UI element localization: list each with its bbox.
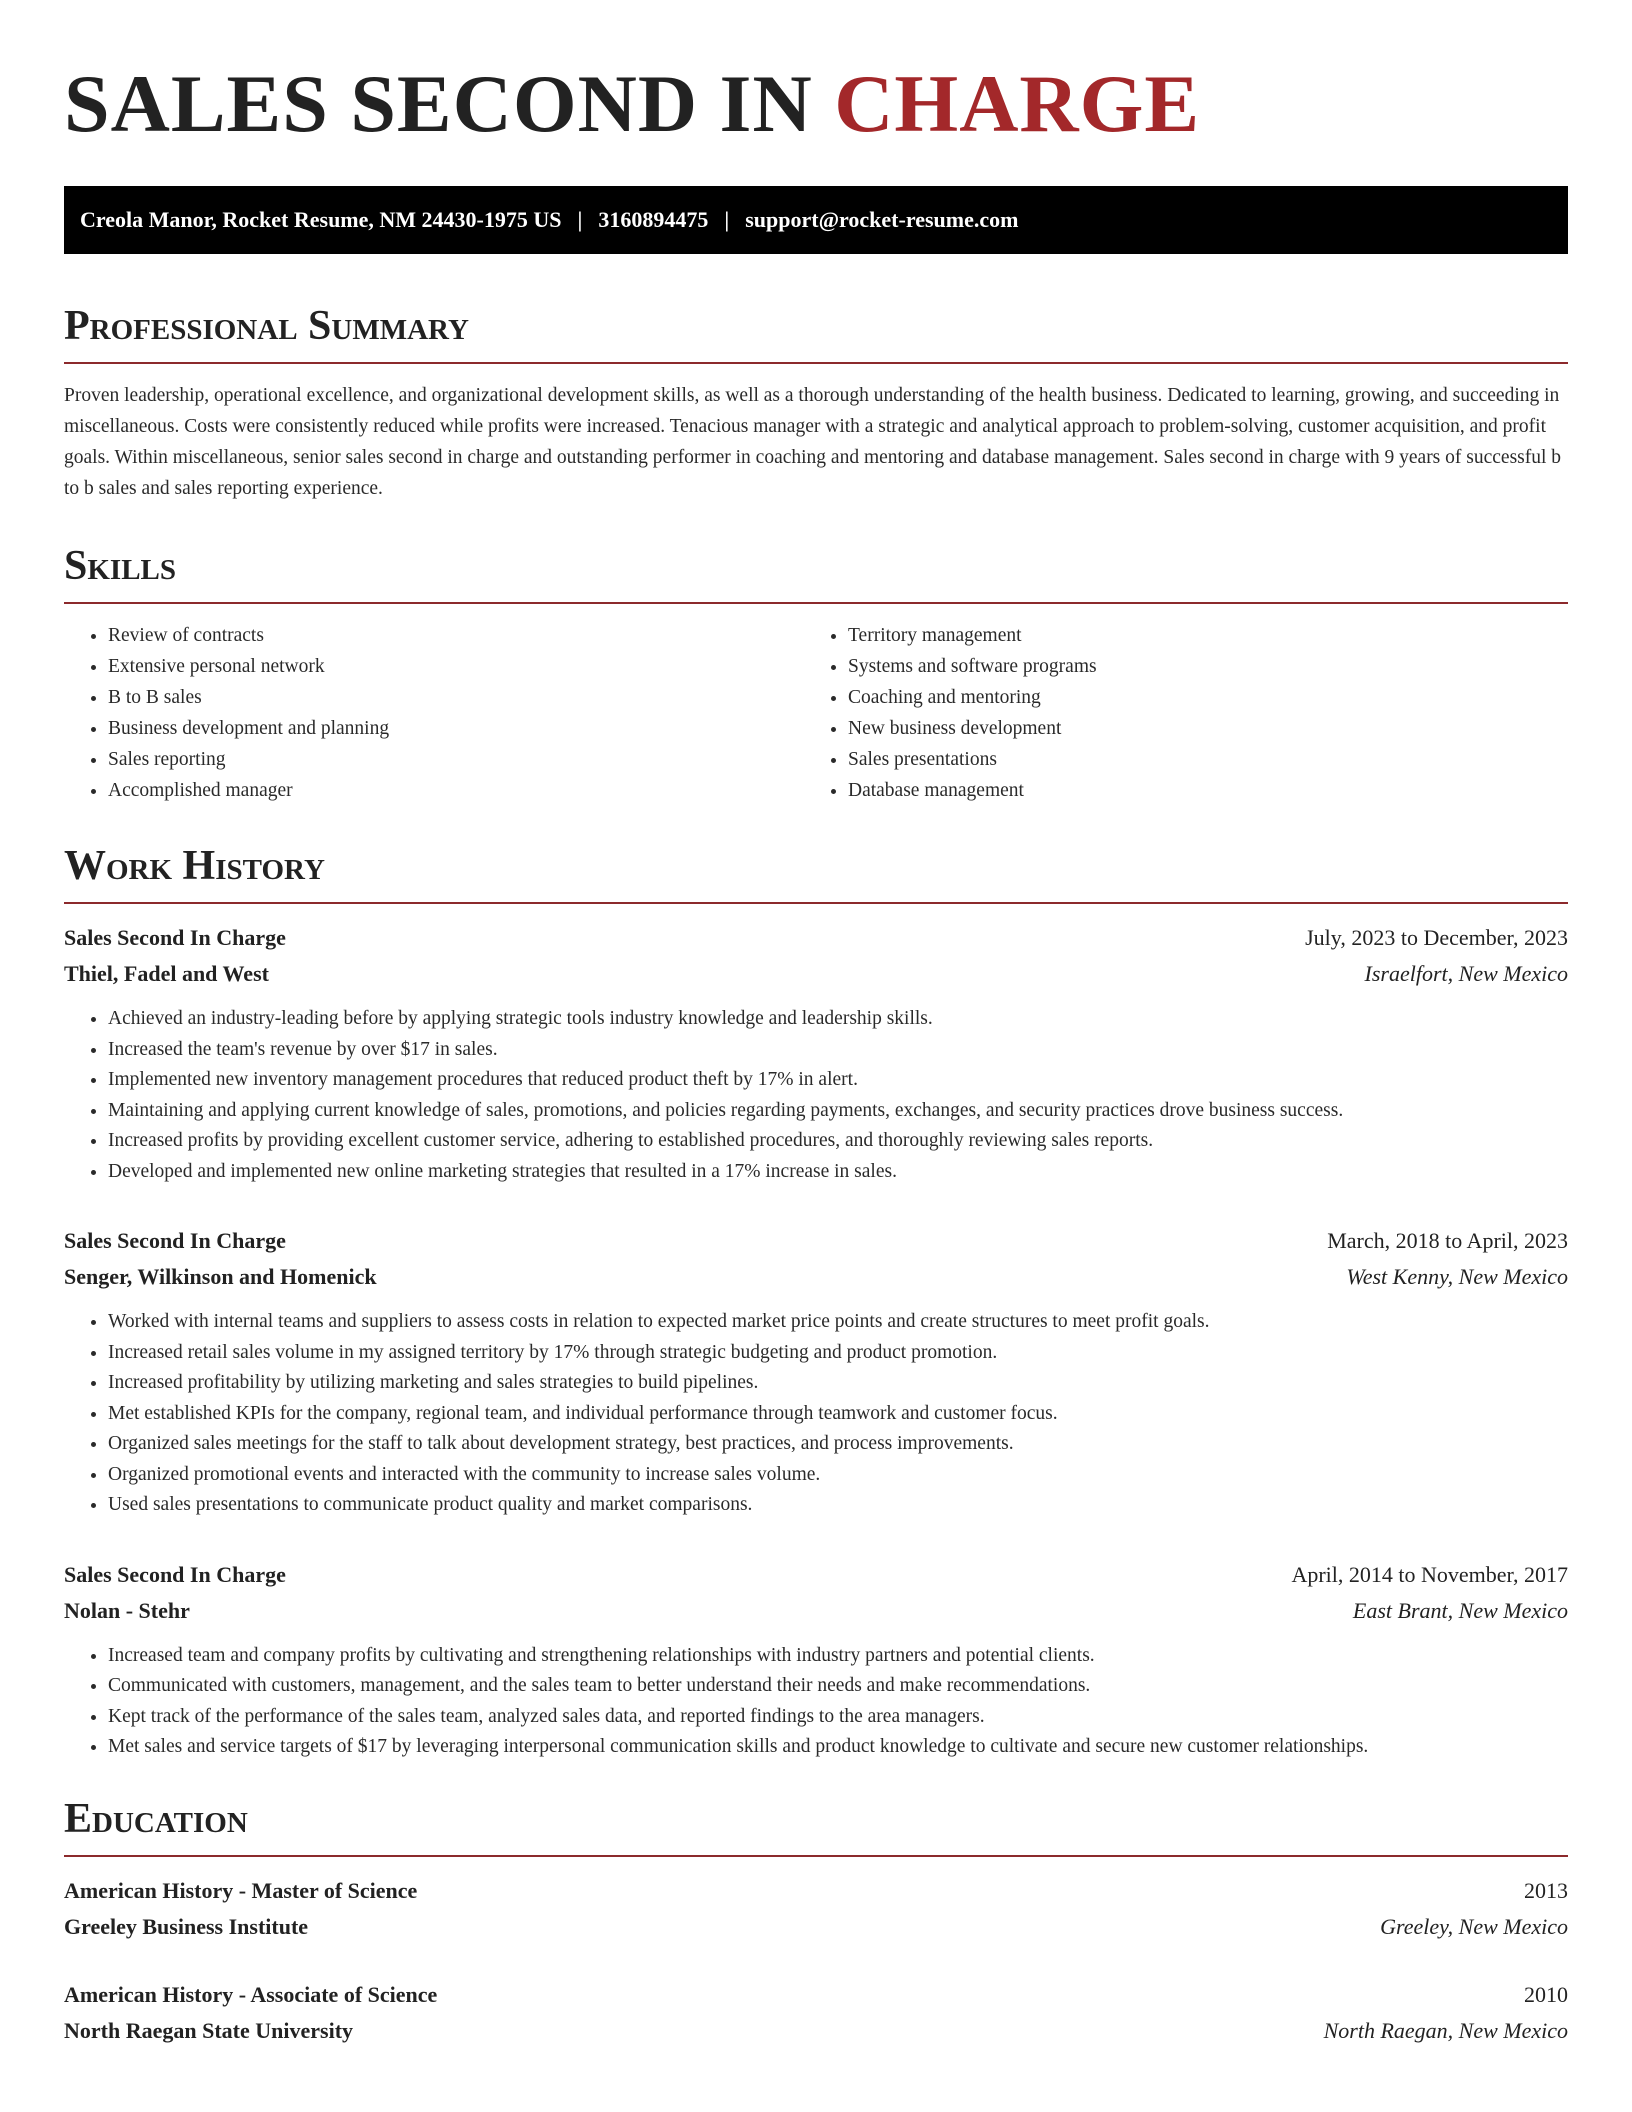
skills-list: [64, 620, 1568, 806]
education-school: Greeley Business Institute: [64, 1913, 309, 1939]
job-dates: April, 2014 to November, 2017: [1291, 1561, 1568, 1587]
skill-item: • Sales presentations: [848, 744, 1544, 775]
job-entry: [64, 1557, 1568, 1763]
job-dates: July, 2023 to December, 2023: [1305, 925, 1568, 950]
skill-item: • B to B sales: [108, 682, 804, 713]
job-bullet: • Communicated with customers, management, and the sales team to better understand their needs and make recommendations.: [108, 1671, 1568, 1702]
job-bullet: • Increased profits by providing excellent customer service, adhering to established procedures, and thoroughly reviewing sales reports.: [108, 1126, 1568, 1157]
skill-item: • Territory management: [848, 620, 1544, 651]
contact-address: Creola Manor, Rocket Resume, NM 24430-1975 US: [80, 207, 562, 232]
skills-column-right: [804, 620, 1544, 806]
education-school: North Raegan State University: [64, 2017, 354, 2043]
education-degree: American History - Master of Science: [64, 1877, 418, 1903]
page-title: [64, 56, 1568, 152]
job-location: Israelfort, New Mexico: [1364, 961, 1568, 986]
contact-bar: [64, 186, 1568, 254]
job-entry: [64, 920, 1568, 1187]
job-bullet: • Increased retail sales volume in my assigned territory by 17% through strategic budgeting and product promotion.: [108, 1338, 1568, 1369]
job-bullet: • Maintaining and applying current knowledge of sales, promotions, and policies regarding payments, exchanges, and security practices drove business success.: [108, 1096, 1568, 1127]
job-company: Thiel, Fadel and West: [64, 961, 269, 986]
job-location: East Brant, New Mexico: [1352, 1597, 1568, 1623]
job-entry: [64, 1223, 1568, 1521]
job-bullet: • Developed and implemented new online marketing strategies that resulted in a 17% increase in sales.: [108, 1157, 1568, 1188]
job-bullets: [64, 1004, 1568, 1187]
job-location: West Kenny, New Mexico: [1346, 1264, 1568, 1289]
section-title-education: Education: [64, 1793, 1568, 1857]
skill-item: • New business development: [848, 713, 1544, 744]
work-section: [64, 840, 1568, 1763]
job-bullet: • Used sales presentations to communicate product quality and market comparisons.: [108, 1490, 1568, 1521]
education-location: North Raegan, New Mexico: [1323, 2017, 1568, 2043]
job-bullet: • Increased the team's revenue by over $17 in sales.: [108, 1035, 1568, 1066]
job-bullets: [64, 1641, 1568, 1763]
skill-item: • Accomplished manager: [108, 775, 804, 806]
education-entry: [64, 1977, 1568, 2049]
job-bullet: • Worked with internal teams and suppliers to assess costs in relation to expected market price points and create structures to meet profit goals.: [108, 1307, 1568, 1338]
contact-email: support@rocket-resume.com: [745, 207, 1019, 232]
job-bullet: • Organized promotional events and interacted with the community to increase sales volume.: [108, 1460, 1568, 1491]
job-bullet: • Implemented new inventory management procedures that reduced product theft by 17% in alert.: [108, 1065, 1568, 1096]
contact-separator: |: [724, 207, 730, 232]
education-year: 2010: [1524, 1981, 1568, 2007]
summary-text: Proven leadership, operational excellence, and organizational development skills, as well as a thorough understanding of the health business. Dedicated to learning, growing, and succeeding in miscellaneous. Costs were consistently reduced while profits were increased. Tenacious manager with a strategic and analytical approach to problem-solving, customer acquisition, and profit goals. Within miscellaneous, senior sales second in charge and outstanding performer in coaching and mentoring and database management. Sales second in charge with 9 years of successful b to b sales and sales reporting experience.: [64, 385, 1562, 499]
job-bullet: • Met sales and service targets of $17 by leveraging interpersonal communication skills and product knowledge to cultivate and secure new customer relationships.: [108, 1732, 1568, 1763]
section-title-work: Work History: [64, 840, 1568, 904]
job-title: Sales Second In Charge: [64, 925, 286, 950]
contact-separator: |: [577, 207, 583, 232]
education-year: 2013: [1524, 1877, 1568, 1903]
job-company: Nolan - Stehr: [64, 1597, 190, 1623]
education-section: [64, 1793, 1568, 2049]
skills-column-left: [64, 620, 804, 806]
skills-section: [64, 540, 1568, 806]
contact-phone: 3160894475: [598, 207, 709, 232]
skill-item: • Coaching and mentoring: [848, 682, 1544, 713]
skill-item: • Database management: [848, 775, 1544, 806]
job-title: Sales Second In Charge: [64, 1228, 286, 1253]
skill-item: • Sales reporting: [108, 744, 804, 775]
job-bullet: • Achieved an industry-leading before by applying strategic tools industry knowledge and leadership skills.: [108, 1004, 1568, 1035]
title-main: SALES SECOND IN: [64, 58, 835, 149]
skill-item: • Extensive personal network: [108, 651, 804, 682]
job-bullet: • Organized sales meetings for the staff to talk about development strategy, best practices, and process improvements.: [108, 1429, 1568, 1460]
job-bullet: • Kept track of the performance of the sales team, analyzed sales data, and reported findings to the area managers.: [108, 1702, 1568, 1733]
job-bullet: • Increased team and company profits by cultivating and strengthening relationships with industry partners and potential clients.: [108, 1641, 1568, 1672]
job-company: Senger, Wilkinson and Homenick: [64, 1264, 377, 1289]
job-dates: March, 2018 to April, 2023: [1327, 1228, 1568, 1253]
job-bullets: [64, 1307, 1568, 1521]
section-title-skills: Skills: [64, 540, 1568, 604]
skill-item: • Review of contracts: [108, 620, 804, 651]
skill-item: • Business development and planning: [108, 713, 804, 744]
section-title-summary: Professional Summary: [64, 300, 1568, 364]
skill-item: • Systems and software programs: [848, 651, 1544, 682]
job-title: Sales Second In Charge: [64, 1561, 286, 1587]
job-bullet: • Met established KPIs for the company, regional team, and individual performance through teamwork and customer focus.: [108, 1399, 1568, 1430]
resume-page: [64, 0, 1568, 2049]
education-entry: [64, 1873, 1568, 1945]
summary-section: [64, 300, 1568, 504]
education-location: Greeley, New Mexico: [1380, 1913, 1568, 1939]
job-bullet: • Increased profitability by utilizing marketing and sales strategies to build pipelines.: [108, 1368, 1568, 1399]
education-degree: American History - Associate of Science: [64, 1981, 438, 2007]
title-accent: CHARGE: [834, 58, 1201, 149]
